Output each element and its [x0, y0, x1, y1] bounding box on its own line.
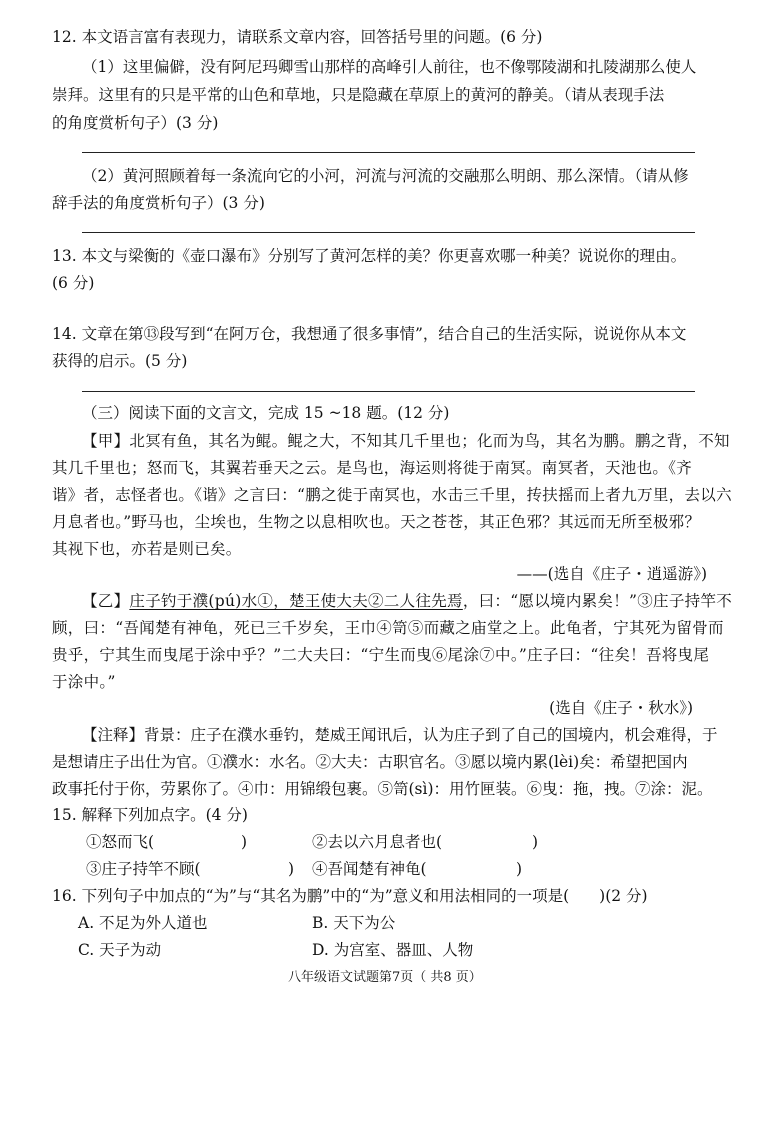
q16-option-c[interactable]: C. 天子为动 [78, 941, 162, 959]
text-jia-line2: 其几千里也；怒而飞，其翼若垂天之云。是鸟也，海运则将徙于南冥。南冥者，天池也。《齐 [52, 459, 693, 477]
q14-line1: 14. 文章在第⑬段写到“在阿万仓，我想通了很多事情”，结合自己的生活实际，说说你从本文 [52, 325, 687, 343]
q15-item-a[interactable]: ①怒而飞( [86, 833, 155, 851]
q13-line1: 13. 本文与梁衡的《壶口瀑布》分别写了黄河怎样的美？你更喜欢哪一种美？说说你的理由。 [52, 247, 687, 265]
q16-option-b[interactable]: B. 天下为公 [312, 914, 396, 932]
text-yi-line4: 于涂中。” [52, 673, 116, 691]
notes-line3: 政事托付于你，劳累你了。④巾：用锦缎包裹。⑤笥(sì)：用竹匣装。⑥曳：拖，拽。⑦涂：泥。 [52, 780, 713, 798]
text-yi-label: 【乙】 [82, 592, 130, 610]
text-jia-line5: 其视下也，亦若是则已矣。 [52, 540, 242, 558]
page-footer: 八年级语文试题第7页（ 共8 页） [288, 970, 482, 985]
q15-item-b-close: ) [532, 833, 539, 851]
text-jia-line4: 月息者也。”野马也，尘埃也，生物之以息相吹也。天之苍苍，其正色邪？其远而无所至极邪？ [52, 513, 701, 531]
q12-part2-line1: （2）黄河照顾着每一条流向它的小河，河流与河流的交融那么明朗、那么深情。（请从修 [82, 167, 689, 185]
answer-line-q14[interactable] [82, 391, 695, 392]
q15-item-c-close: ) [288, 860, 295, 878]
text-yi-underlined: 庄子钓于濮(pú)水①，楚王使大夫②二人往先焉 [129, 592, 463, 610]
q16-option-a[interactable]: A. 不足为外人道也 [78, 914, 208, 932]
q12-part1-line2: 崇拜。这里有的只是平常的山色和草地，只是隐藏在草原上的黄河的静美。（请从表现手法 [52, 86, 665, 104]
q15-item-b[interactable]: ②去以六月息者也( [312, 833, 443, 851]
q16-option-d[interactable]: D. 为宫室、器皿、人物 [312, 941, 474, 959]
answer-line-q12-2[interactable] [82, 232, 695, 233]
text-yi-line3: 贵乎，宁其生而曳尾于涂中乎？”二大夫曰：“宁生而曳⑥尾涂⑦中。”庄子曰：“往矣！吾将曳尾 [52, 646, 710, 664]
q12-title: 12. 本文语言富有表现力，请联系文章内容，回答括号里的问题。(6 分) [52, 28, 543, 46]
q15-item-d-close: ) [516, 860, 523, 878]
text-yi-line1 [82, 590, 732, 612]
text-jia-line3: 谐》者，志怪者也。《谐》之言曰：“鹏之徙于南冥也，水击三千里，抟扶摇而上者九万里，去以六 [52, 486, 732, 504]
q16-title: 16. 下列句子中加点的“为”与“其名为鹏”中的“为”意义和用法相同的一项是( )(2 分) [52, 887, 648, 905]
text-jia-line1: 【甲】北冥有鱼，其名为鲲。鲲之大，不知其几千里也；化而为鸟，其名为鹏。鹏之背，不知 [82, 432, 730, 450]
q15-item-d[interactable]: ④吾闻楚有神龟( [312, 860, 427, 878]
q14-line2: 获得的启示。(5 分) [52, 352, 188, 370]
q15-item-c[interactable]: ③庄子持竿不顾( [86, 860, 201, 878]
q15-title: 15. 解释下列加点字。(4 分) [52, 806, 248, 824]
q13-line2: (6 分) [52, 274, 95, 292]
text-jia-source: ——(选自《庄子・逍遥游》) [516, 565, 707, 583]
text-yi-source: (选自《庄子・秋水》) [549, 699, 693, 717]
answer-line-q12-1[interactable] [82, 152, 695, 153]
text-yi-line2: 顾，曰：“吾闻楚有神龟，死已三千岁矣，王巾④笥⑤而藏之庙堂之上。此龟者，宁其死为留骨而 [52, 619, 724, 637]
section3-heading: （三）阅读下面的文言文，完成 15 ~18 题。(12 分) [82, 404, 450, 422]
text-yi-rest: ，曰：“愿以境内累矣！”③庄子持竿不 [462, 592, 733, 610]
q15-item-a-close: ) [241, 833, 248, 851]
notes-line2: 是想请庄子出仕为官。①濮水：水名。②大夫：古职官名。③愿以境内累(lèi)矣：希望把国内 [52, 753, 688, 771]
notes-line1: 【注释】背景：庄子在濮水垂钓，楚威王闻讯后，认为庄子到了自己的国境内，机会难得，于 [82, 726, 718, 744]
q12-part2-line2: 辞手法的角度赏析句子）(3 分) [52, 194, 265, 212]
q12-part1-line1: （1）这里偏僻，没有阿尼玛卿雪山那样的高峰引人前往，也不像鄂陵湖和扎陵湖那么使人 [82, 58, 697, 76]
q12-part1-line3: 的角度赏析句子）(3 分) [52, 114, 219, 132]
